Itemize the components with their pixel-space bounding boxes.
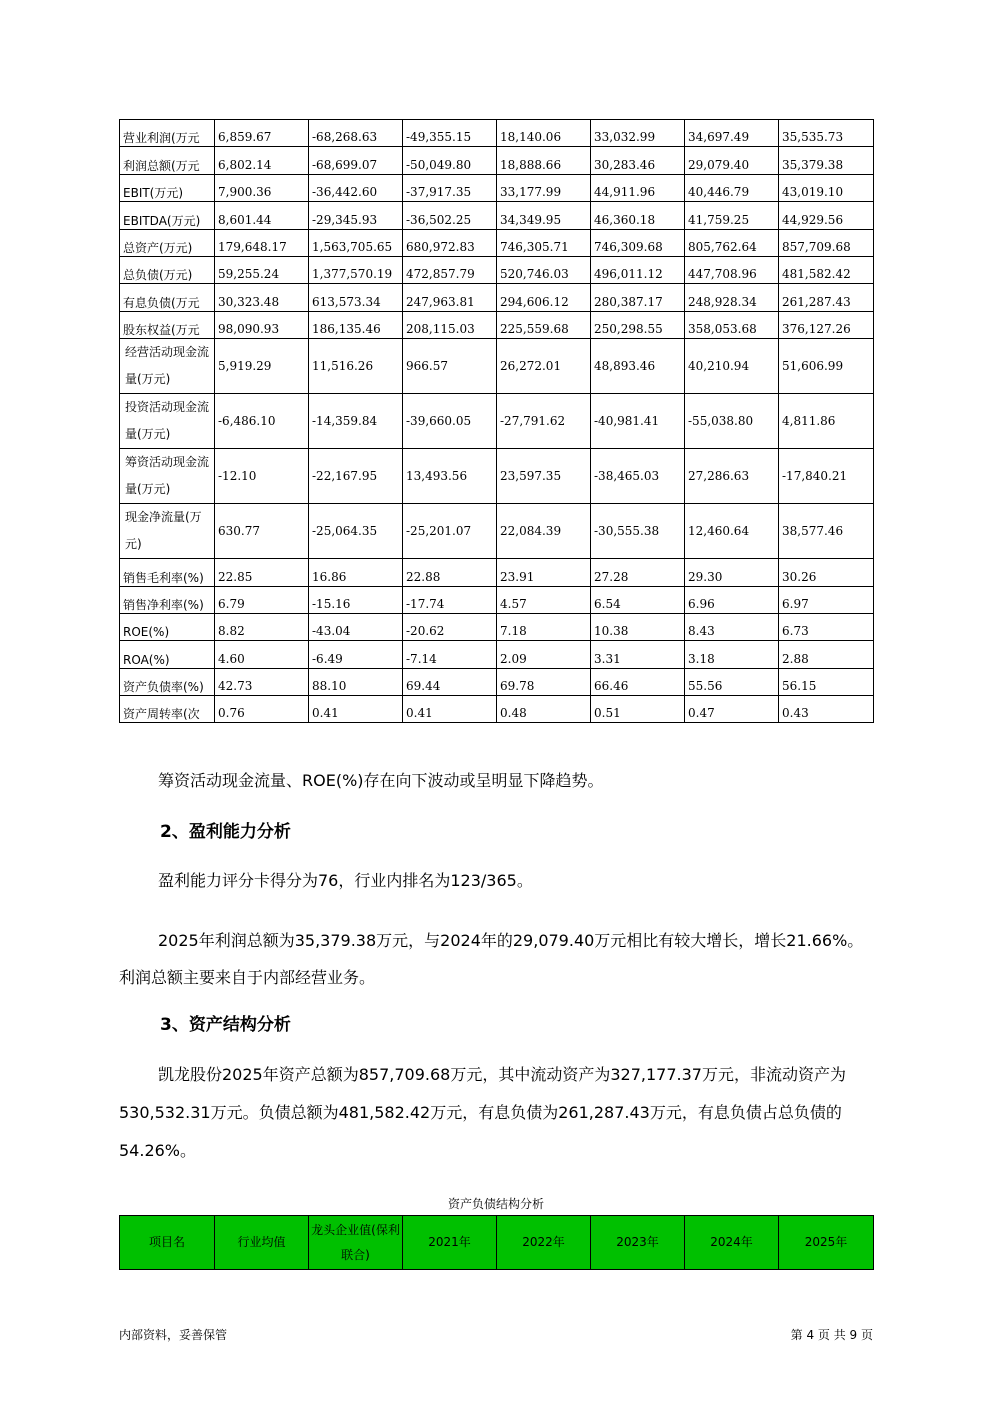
table-cell: 42.73 bbox=[215, 668, 309, 695]
trend-sentence: 筹资活动现金流量、ROE(%)存在向下波动或呈明显下降趋势。 bbox=[158, 771, 604, 790]
row-label: 利润总额(万元 bbox=[120, 147, 215, 174]
row-label: EBITDA(万元) bbox=[120, 202, 215, 229]
table-cell: -12.10 bbox=[215, 449, 309, 504]
table-row bbox=[120, 559, 874, 586]
table-cell: -17.74 bbox=[403, 586, 497, 613]
table-cell: 2.88 bbox=[779, 641, 874, 668]
table-row bbox=[120, 449, 874, 504]
table-cell: 29.30 bbox=[685, 559, 779, 586]
table-cell: 208,115.03 bbox=[403, 311, 497, 338]
table-cell: 179,648.17 bbox=[215, 229, 309, 256]
bs-header-row bbox=[120, 1216, 874, 1270]
table-cell: 0.47 bbox=[685, 696, 779, 723]
table-cell: 6.54 bbox=[591, 586, 685, 613]
table-cell: 2.09 bbox=[497, 641, 591, 668]
table-cell: 261,287.43 bbox=[779, 284, 874, 311]
row-label: 资产负债率(%) bbox=[120, 668, 215, 695]
table-cell: 11,516.26 bbox=[309, 339, 403, 394]
table-cell: 496,011.12 bbox=[591, 256, 685, 283]
table-cell: 88.10 bbox=[309, 668, 403, 695]
table-row bbox=[120, 696, 874, 723]
table-cell: 805,762.64 bbox=[685, 229, 779, 256]
table-cell: -43.04 bbox=[309, 613, 403, 640]
table-cell: 33,032.99 bbox=[591, 120, 685, 147]
bs-table-caption: 资产负债结构分析 bbox=[447, 1197, 544, 1211]
table-cell: 4.57 bbox=[497, 586, 591, 613]
table-cell: 520,746.03 bbox=[497, 256, 591, 283]
table-cell: -25,201.07 bbox=[403, 504, 497, 559]
row-label: 筹资活动现金流量(万元) bbox=[120, 449, 215, 504]
table-cell: 34,349.95 bbox=[497, 202, 591, 229]
table-cell: 358,053.68 bbox=[685, 311, 779, 338]
bs-header-cell: 2025年 bbox=[779, 1216, 874, 1270]
table-cell: 40,210.94 bbox=[685, 339, 779, 394]
table-cell: 51,606.99 bbox=[779, 339, 874, 394]
footer-page-number: 第 4 页 共 9 页 bbox=[790, 1328, 873, 1342]
table-cell: -6,486.10 bbox=[215, 394, 309, 449]
bs-header-cell: 2024年 bbox=[685, 1216, 779, 1270]
table-row bbox=[120, 202, 874, 229]
financial-indicators-table bbox=[119, 119, 874, 723]
row-label: 营业利润(万元 bbox=[120, 120, 215, 147]
table-cell: 613,573.34 bbox=[309, 284, 403, 311]
table-cell: -14,359.84 bbox=[309, 394, 403, 449]
section2-heading: 2、盈利能力分析 bbox=[160, 822, 291, 842]
table-cell: -15.16 bbox=[309, 586, 403, 613]
table-cell: -22,167.95 bbox=[309, 449, 403, 504]
table-row bbox=[120, 256, 874, 283]
footer-confidential-note: 内部资料，妥善保管 bbox=[119, 1328, 228, 1342]
row-label: 现金净流量(万元) bbox=[120, 504, 215, 559]
table-cell: 35,379.38 bbox=[779, 147, 874, 174]
table-cell: 3.31 bbox=[591, 641, 685, 668]
bs-header-cell: 行业均值 bbox=[215, 1216, 309, 1270]
table-cell: 23,597.35 bbox=[497, 449, 591, 504]
table-cell: 66.46 bbox=[591, 668, 685, 695]
table-cell: 41,759.25 bbox=[685, 202, 779, 229]
section2-paragraph-2: 2025年利润总额为35,379.38万元，与2024年的29,079.40万元相比有较大增长，增长21.66%。利润总额主要来自于内部经营业务。 bbox=[119, 931, 864, 987]
table-cell: -36,442.60 bbox=[309, 174, 403, 201]
table-row bbox=[120, 668, 874, 695]
table-cell: 10.38 bbox=[591, 613, 685, 640]
table-cell: 0.41 bbox=[403, 696, 497, 723]
table-cell: 0.51 bbox=[591, 696, 685, 723]
section3-heading: 3、资产结构分析 bbox=[160, 1015, 291, 1035]
table-cell: -20.62 bbox=[403, 613, 497, 640]
table-cell: 630.77 bbox=[215, 504, 309, 559]
table-cell: 55.56 bbox=[685, 668, 779, 695]
table-cell: 30,283.46 bbox=[591, 147, 685, 174]
table-cell: 22,084.39 bbox=[497, 504, 591, 559]
table-cell: 30.26 bbox=[779, 559, 874, 586]
table-cell: 4.60 bbox=[215, 641, 309, 668]
table-row bbox=[120, 120, 874, 147]
row-label: ROA(%) bbox=[120, 641, 215, 668]
table-cell: -55,038.80 bbox=[685, 394, 779, 449]
table-cell: 7,900.36 bbox=[215, 174, 309, 201]
table-row bbox=[120, 339, 874, 394]
table-cell: 248,928.34 bbox=[685, 284, 779, 311]
table-row bbox=[120, 311, 874, 338]
section3-paragraph-1: 凯龙股份2025年资产总额为857,709.68万元，其中流动资产为327,177.37万元，非流动资产为530,532.31万元。负债总额为481,582.42万元，有息负债为261,287.43万元，有息负债占总负债的54.26%。 bbox=[119, 1065, 846, 1160]
table-cell: 280,387.17 bbox=[591, 284, 685, 311]
table-cell: -17,840.21 bbox=[779, 449, 874, 504]
table-cell: -7.14 bbox=[403, 641, 497, 668]
table-cell: 27.28 bbox=[591, 559, 685, 586]
table-cell: 0.41 bbox=[309, 696, 403, 723]
table-cell: -27,791.62 bbox=[497, 394, 591, 449]
table-row bbox=[120, 641, 874, 668]
table-cell: 481,582.42 bbox=[779, 256, 874, 283]
table-cell: 966.57 bbox=[403, 339, 497, 394]
table-cell: 46,360.18 bbox=[591, 202, 685, 229]
table-cell: 22.88 bbox=[403, 559, 497, 586]
table-cell: -30,555.38 bbox=[591, 504, 685, 559]
table-cell: 18,888.66 bbox=[497, 147, 591, 174]
table-cell: 34,697.49 bbox=[685, 120, 779, 147]
table-cell: -50,049.80 bbox=[403, 147, 497, 174]
table-row bbox=[120, 284, 874, 311]
table-cell: -29,345.93 bbox=[309, 202, 403, 229]
table-cell: 247,963.81 bbox=[403, 284, 497, 311]
table-cell: 26,272.01 bbox=[497, 339, 591, 394]
table-cell: 98,090.93 bbox=[215, 311, 309, 338]
table-cell: -68,699.07 bbox=[309, 147, 403, 174]
table-row bbox=[120, 174, 874, 201]
table-cell: 6,802.14 bbox=[215, 147, 309, 174]
table-cell: 59,255.24 bbox=[215, 256, 309, 283]
bs-header-cell: 龙头企业值(保利联合) bbox=[309, 1216, 403, 1270]
table-cell: -6.49 bbox=[309, 641, 403, 668]
table-cell: 376,127.26 bbox=[779, 311, 874, 338]
table-cell: 27,286.63 bbox=[685, 449, 779, 504]
table-cell: 29,079.40 bbox=[685, 147, 779, 174]
row-label: 总资产(万元) bbox=[120, 229, 215, 256]
table-cell: 0.43 bbox=[779, 696, 874, 723]
table-cell: 6.97 bbox=[779, 586, 874, 613]
table-cell: 5,919.29 bbox=[215, 339, 309, 394]
row-label: 总负债(万元) bbox=[120, 256, 215, 283]
table-cell: 6,859.67 bbox=[215, 120, 309, 147]
bs-header-cell: 2021年 bbox=[403, 1216, 497, 1270]
section2-paragraph-1: 盈利能力评分卡得分为76，行业内排名为123/365。 bbox=[158, 871, 533, 890]
table-cell: 250,298.55 bbox=[591, 311, 685, 338]
table-cell: 69.44 bbox=[403, 668, 497, 695]
table-cell: 13,493.56 bbox=[403, 449, 497, 504]
row-label: ROE(%) bbox=[120, 613, 215, 640]
table-row bbox=[120, 586, 874, 613]
bs-header-cell: 2022年 bbox=[497, 1216, 591, 1270]
table-cell: 294,606.12 bbox=[497, 284, 591, 311]
table-cell: 38,577.46 bbox=[779, 504, 874, 559]
table-cell: 43,019.10 bbox=[779, 174, 874, 201]
table-row bbox=[120, 229, 874, 256]
table-cell: -38,465.03 bbox=[591, 449, 685, 504]
row-label: 销售净利率(%) bbox=[120, 586, 215, 613]
table-cell: 3.18 bbox=[685, 641, 779, 668]
table-cell: -68,268.63 bbox=[309, 120, 403, 147]
table-cell: 12,460.64 bbox=[685, 504, 779, 559]
table-cell: -49,355.15 bbox=[403, 120, 497, 147]
table-row bbox=[120, 394, 874, 449]
bs-header-cell: 2023年 bbox=[591, 1216, 685, 1270]
table-cell: 69.78 bbox=[497, 668, 591, 695]
table-cell: 6.96 bbox=[685, 586, 779, 613]
table-cell: 30,323.48 bbox=[215, 284, 309, 311]
row-label: 有息负债(万元 bbox=[120, 284, 215, 311]
row-label: 经营活动现金流量(万元) bbox=[120, 339, 215, 394]
table-cell: -25,064.35 bbox=[309, 504, 403, 559]
table-cell: 56.15 bbox=[779, 668, 874, 695]
table-cell: 680,972.83 bbox=[403, 229, 497, 256]
table-cell: 225,559.68 bbox=[497, 311, 591, 338]
table-cell: 44,929.56 bbox=[779, 202, 874, 229]
table-cell: 447,708.96 bbox=[685, 256, 779, 283]
row-label: 销售毛利率(%) bbox=[120, 559, 215, 586]
table-cell: -40,981.41 bbox=[591, 394, 685, 449]
table-cell: 6.73 bbox=[779, 613, 874, 640]
balance-structure-table bbox=[119, 1215, 874, 1270]
table-cell: 0.76 bbox=[215, 696, 309, 723]
table-cell: -39,660.05 bbox=[403, 394, 497, 449]
table-cell: 4,811.86 bbox=[779, 394, 874, 449]
table-cell: 44,911.96 bbox=[591, 174, 685, 201]
table-cell: -37,917.35 bbox=[403, 174, 497, 201]
table-cell: -36,502.25 bbox=[403, 202, 497, 229]
table-row bbox=[120, 613, 874, 640]
table-cell: 746,305.71 bbox=[497, 229, 591, 256]
row-label: 投资活动现金流量(万元) bbox=[120, 394, 215, 449]
table-cell: 8,601.44 bbox=[215, 202, 309, 229]
table-cell: 35,535.73 bbox=[779, 120, 874, 147]
table-row bbox=[120, 504, 874, 559]
table-cell: 18,140.06 bbox=[497, 120, 591, 147]
table-cell: 33,177.99 bbox=[497, 174, 591, 201]
table-cell: 6.79 bbox=[215, 586, 309, 613]
table-cell: 8.43 bbox=[685, 613, 779, 640]
table-cell: 40,446.79 bbox=[685, 174, 779, 201]
table-cell: 746,309.68 bbox=[591, 229, 685, 256]
bs-header-cell: 项目名 bbox=[120, 1216, 215, 1270]
table-cell: 472,857.79 bbox=[403, 256, 497, 283]
table-cell: 22.85 bbox=[215, 559, 309, 586]
table-cell: 0.48 bbox=[497, 696, 591, 723]
table-cell: 857,709.68 bbox=[779, 229, 874, 256]
table-row bbox=[120, 147, 874, 174]
table-cell: 1,563,705.65 bbox=[309, 229, 403, 256]
table-cell: 23.91 bbox=[497, 559, 591, 586]
financial-table-body bbox=[120, 120, 874, 723]
table-cell: 8.82 bbox=[215, 613, 309, 640]
table-cell: 48,893.46 bbox=[591, 339, 685, 394]
table-cell: 186,135.46 bbox=[309, 311, 403, 338]
table-cell: 1,377,570.19 bbox=[309, 256, 403, 283]
row-label: 股东权益(万元 bbox=[120, 311, 215, 338]
row-label: 资产周转率(次 bbox=[120, 696, 215, 723]
row-label: EBIT(万元) bbox=[120, 174, 215, 201]
table-cell: 7.18 bbox=[497, 613, 591, 640]
table-cell: 16.86 bbox=[309, 559, 403, 586]
